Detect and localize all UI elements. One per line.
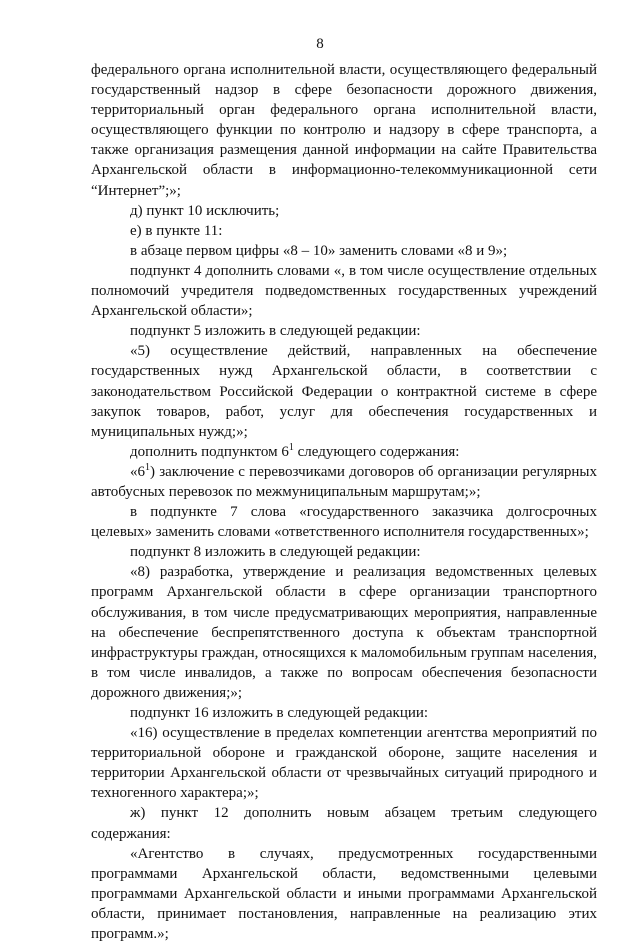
- paragraph-item-d: д) пункт 10 исключить;: [130, 202, 280, 219]
- paragraph-replace-digits: в абзаце первом цифры «8 – 10» заменить словами «8 и 9»;: [130, 242, 508, 259]
- paragraph-item-zh: ж) пункт 12 дополнить новым абзацем третьим следующего содержания:: [91, 805, 597, 842]
- superscript-mark: 1: [145, 461, 150, 473]
- paragraph-subitem-7: в подпункте 7 слова «государственного заказчика долгосрочных целевых» заменить словами «ответственного исполнителя государственных»;: [91, 504, 597, 541]
- paragraph-subitem-6-1-text: [91, 462, 597, 502]
- paragraph-subitem-16-intro: подпункт 16 изложить в следующей редакции:: [130, 705, 429, 721]
- paragraph-supplement-6-1: [91, 442, 597, 462]
- page-number: 8: [316, 36, 324, 52]
- document-body: [91, 60, 597, 944]
- paragraph-continuation: федерального органа исполнительной власти, осуществляющего федеральный государственный надзор в сфере безопасности дорожного движения, территориальный орган федерального органа исполнительной власти, осуществляющего функции по контролю и надзору в сфере транспорта, а также организация размещения данной информации на сайте Правительства Архангельской области в информационно-телекоммуникационной сети “Интернет”;»;: [91, 62, 597, 199]
- paragraph-subitem-8-text: «8) разработка, утверждение и реализация ведомственных целевых программ Архангельской области в сфере организации транспортного обслуживания, в том числе предусматривающих мероприятия, направленные на обеспечение беспрепятственного доступа к объектам транспортной инфраструктуры граждан, относящихся к маломобильным группам населения, в том числе инвалидов, а также по вопросам обеспечения безопасности дорожного движения;»;: [91, 564, 597, 701]
- paragraph-subitem-5-text: «5) осуществление действий, направленных на обеспечение государственных нужд Архангельской области, в соответствии с законодательством Российской Федерации о контрактной системе в сфере закупок товаров, работ, услуг для обеспечения государственных и муниципальных нужд;»;: [91, 343, 597, 440]
- supplement-text-before: дополнить подпунктом 6: [130, 443, 289, 460]
- supplement-text-after: следующего содержания:: [293, 443, 460, 460]
- paragraph-new-abzac-text: «Агентство в случаях, предусмотренных государственными программами Архангельской области, ведомственными целевыми программами Архангельской области и иными программами Архангельской области, принимает постановления, направленные на реализацию этих программ.»;: [91, 845, 597, 943]
- paragraph-subitem-16-text: «16) осуществление в пределах компетенции агентства мероприятий по территориальной обороне и гражданской обороне, защите населения и территории Архангельской области от чрезвычайных ситуаций природного и техногенного характера;»;: [91, 725, 597, 802]
- superscript-mark: 1: [288, 441, 294, 453]
- paragraph-subitem-4: подпункт 4 дополнить словами «, в том числе осуществление отдельных полномочий учредителя подведомственных государственных учреждений Архангельской области»;: [91, 262, 597, 320]
- item-rest: ) заключение с перевозчиками договоров об организации регулярных автобусных перевозок по межмуниципальным маршрутам;»;: [91, 463, 597, 500]
- paragraph-item-e: е) в пункте 11:: [130, 222, 223, 239]
- item-open: «6: [130, 463, 145, 480]
- paragraph-subitem-5-intro: подпункт 5 изложить в следующей редакции:: [130, 323, 421, 340]
- paragraph-subitem-8-intro: подпункт 8 изложить в следующей редакции:: [130, 544, 421, 561]
